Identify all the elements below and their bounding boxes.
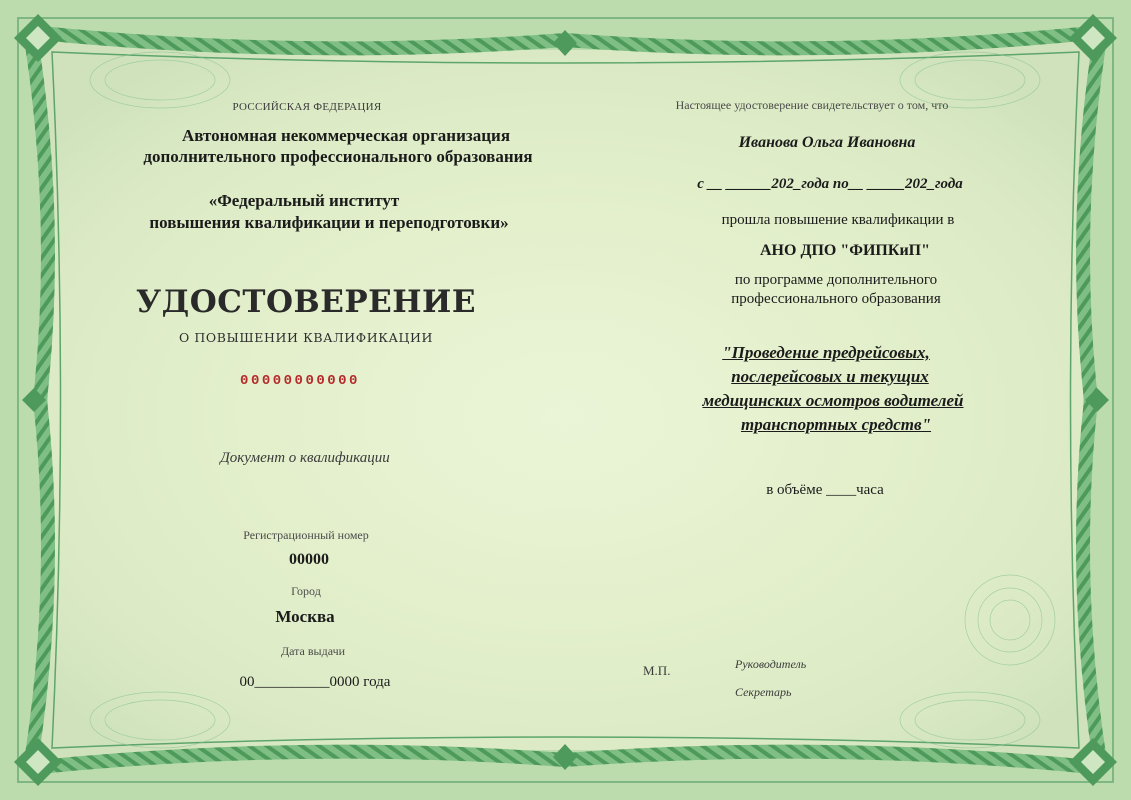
- institute-line-1: «Федеральный институт: [208, 191, 400, 210]
- issue-date-label: Дата выдачи: [280, 644, 346, 658]
- holder-name: Иванова Ольга Ивановна: [738, 134, 916, 151]
- serial-number: 00000000000: [240, 373, 360, 389]
- institute-line-2: повышения квалификации и переподготовки»: [149, 213, 509, 232]
- city-label: Город: [291, 584, 321, 598]
- program-intro-line-1: по программе дополнительного: [734, 272, 938, 288]
- registration-number-value: 00000: [289, 551, 329, 568]
- document-subtitle: О ПОВЫШЕНИИ КВАЛИФИКАЦИИ: [178, 330, 434, 345]
- program-title-line-3: медицинских осмотров водителей: [702, 391, 964, 410]
- program-intro-line-2: профессионального образования: [731, 291, 941, 307]
- seal-place-label: М.П.: [643, 663, 671, 678]
- org-line-1: Автономная некоммерческая организация: [181, 126, 511, 145]
- document-type-label: Документ о квалификации: [220, 450, 390, 466]
- certifies-intro: Настоящее удостоверение свидетельствует о том, что: [675, 98, 949, 112]
- registration-number-label: Регистрационный номер: [243, 528, 369, 542]
- program-title-line-1: "Проведение предрейсовых,: [722, 343, 930, 362]
- city-value: Москва: [275, 607, 335, 626]
- program-title-line-2: послерейсовых и текущих: [731, 367, 929, 386]
- country-label: РОССИЙСКАЯ ФЕДЕРАЦИЯ: [232, 101, 382, 113]
- secretary-signature-label: Секретарь: [735, 685, 792, 699]
- organization-short-name: АНО ДПО "ФИПКиП": [759, 242, 931, 259]
- document-title: УДОСТОВЕРЕНИЕ: [136, 284, 476, 320]
- completed-text: прошла повышение квалификации в: [721, 212, 955, 228]
- head-signature-label: Руководитель: [735, 657, 807, 671]
- program-title-line-4: транспортных средств": [740, 415, 932, 434]
- volume-hours: в объёме ____часа: [766, 482, 884, 498]
- study-period: с __ ______202_года по__ _____202_года: [697, 176, 963, 192]
- issue-date-value: 00__________0000 года: [239, 674, 391, 690]
- org-line-2: дополнительного профессионального образования: [143, 147, 533, 166]
